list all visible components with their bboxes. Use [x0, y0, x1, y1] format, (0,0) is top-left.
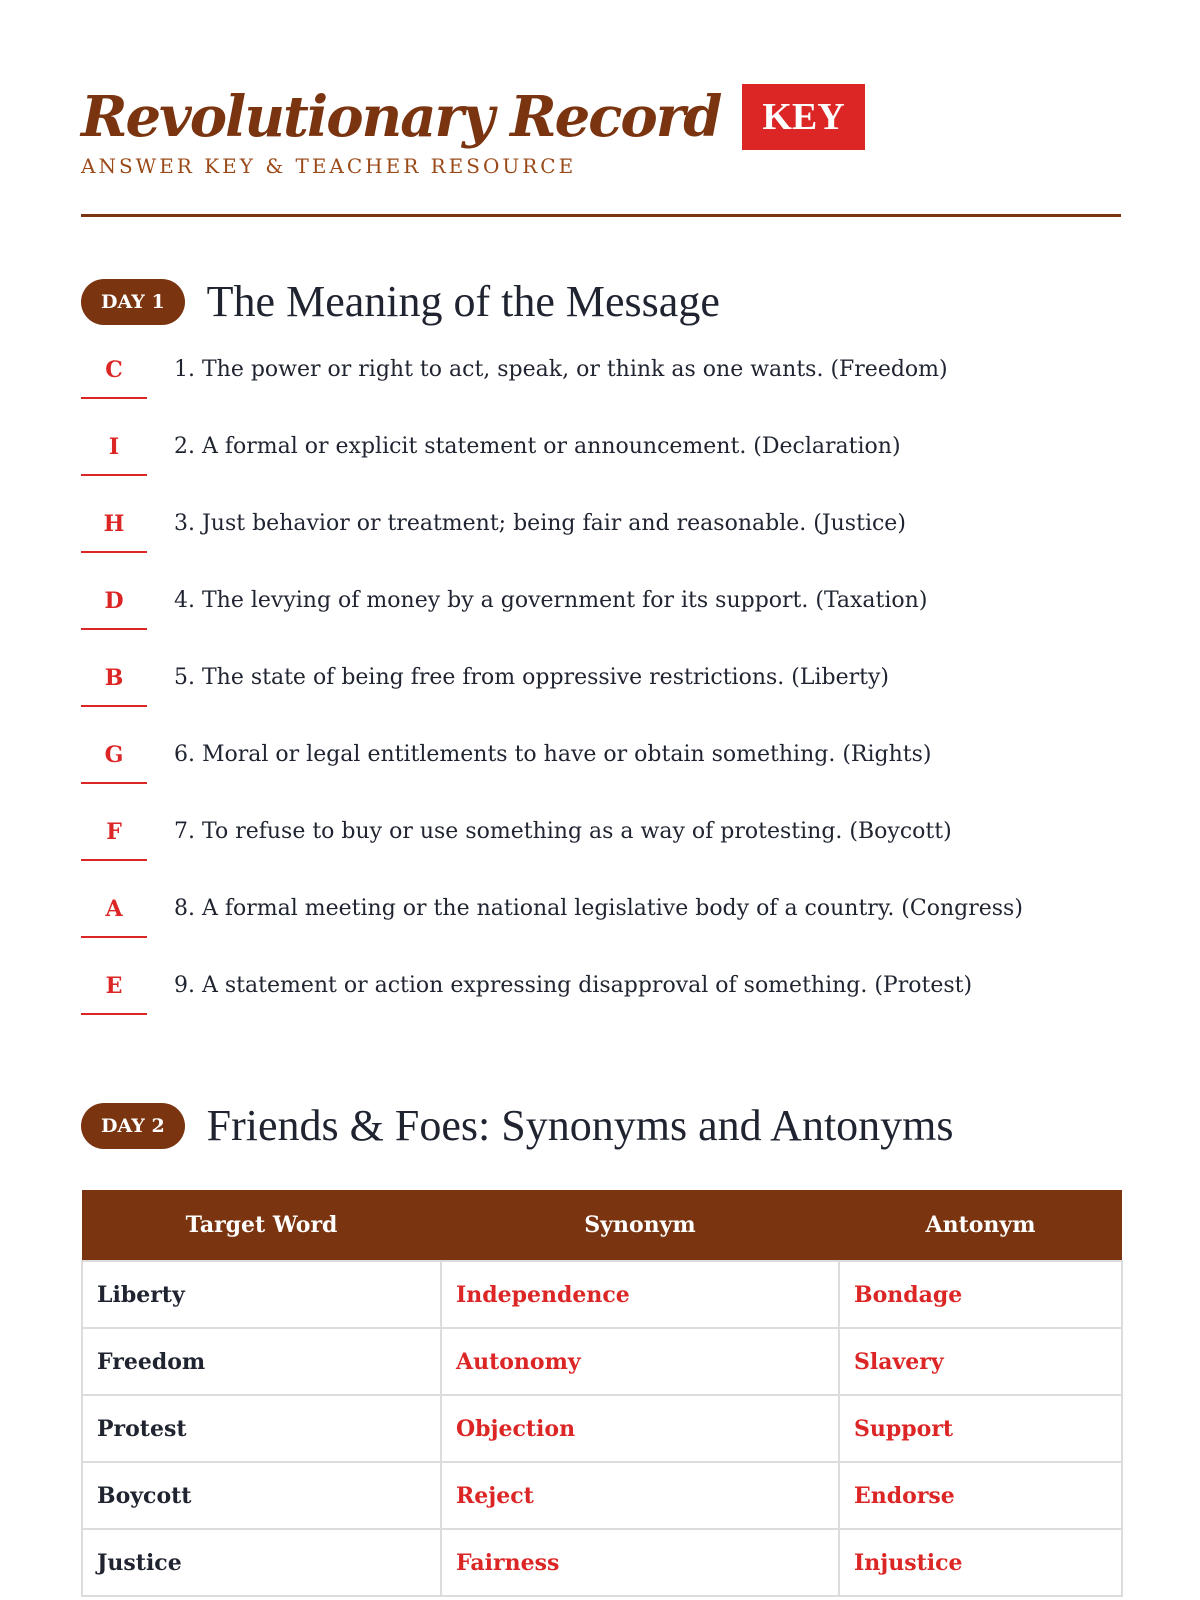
definition-item	[81, 807, 1121, 884]
target-word-cell: Liberty	[82, 1261, 441, 1328]
column-header-target-word: Target Word	[82, 1190, 441, 1261]
definition-text: 4. The levying of money by a government for its support. (Taxation)	[174, 588, 928, 613]
title-row	[81, 82, 1121, 152]
definition-text: 8. A formal meeting or the national legislative body of a country. (Congress)	[174, 896, 1023, 921]
table-row	[82, 1462, 1122, 1529]
synonym-cell: Fairness	[441, 1529, 839, 1596]
page-subtitle: ANSWER KEY & TEACHER RESOURCE	[81, 154, 577, 178]
definition-text: 2. A formal or explicit statement or announcement. (Declaration)	[174, 434, 901, 459]
synonym-antonym-table	[81, 1190, 1123, 1597]
column-header-synonym: Synonym	[441, 1190, 839, 1261]
definition-text: 5. The state of being free from oppressive restrictions. (Liberty)	[174, 665, 889, 690]
column-header-antonym: Antonym	[839, 1190, 1122, 1261]
answer-blank: I	[81, 428, 147, 476]
answer-blank: H	[81, 505, 147, 553]
day2-pill: DAY 2	[81, 1103, 185, 1149]
synonym-cell: Objection	[441, 1395, 839, 1462]
answer-blank: G	[81, 736, 147, 784]
answer-blank: F	[81, 813, 147, 861]
definition-text: 6. Moral or legal entitlements to have or obtain something. (Rights)	[174, 742, 932, 767]
target-word-cell: Protest	[82, 1395, 441, 1462]
answer-blank: D	[81, 582, 147, 630]
definition-text: 7. To refuse to buy or use something as a way of protesting. (Boycott)	[174, 819, 952, 844]
definition-item	[81, 884, 1121, 961]
antonym-cell: Slavery	[839, 1328, 1122, 1395]
answer-blank: E	[81, 967, 147, 1015]
header-divider	[81, 214, 1121, 217]
definition-text: 9. A statement or action expressing disapproval of something. (Protest)	[174, 973, 973, 998]
page-header	[81, 82, 1121, 178]
antonym-cell: Bondage	[839, 1261, 1122, 1328]
definition-list	[81, 345, 1121, 1038]
table-row	[82, 1395, 1122, 1462]
antonym-cell: Support	[839, 1395, 1122, 1462]
day1-section-header	[81, 276, 720, 327]
antonym-cell: Endorse	[839, 1462, 1122, 1529]
table-body	[82, 1261, 1122, 1596]
answer-blank: A	[81, 890, 147, 938]
definition-item	[81, 422, 1121, 499]
definition-item	[81, 961, 1121, 1038]
table-header-row	[82, 1190, 1122, 1261]
target-word-cell: Justice	[82, 1529, 441, 1596]
table-row	[82, 1328, 1122, 1395]
day1-title: The Meaning of the Message	[206, 277, 720, 326]
antonym-cell: Injustice	[839, 1529, 1122, 1596]
synonym-cell: Reject	[441, 1462, 839, 1529]
definition-text: 3. Just behavior or treatment; being fair and reasonable. (Justice)	[174, 511, 906, 536]
table-row	[82, 1529, 1122, 1596]
answer-blank: B	[81, 659, 147, 707]
table-header	[82, 1190, 1122, 1261]
definition-item	[81, 653, 1121, 730]
day1-pill: DAY 1	[81, 279, 185, 325]
day2-title: Friends & Foes: Synonyms and Antonyms	[206, 1101, 954, 1150]
table-row	[82, 1261, 1122, 1328]
definition-item	[81, 576, 1121, 653]
synonym-cell: Independence	[441, 1261, 839, 1328]
answer-blank: C	[81, 351, 147, 399]
definition-text: 1. The power or right to act, speak, or think as one wants. (Freedom)	[174, 357, 948, 382]
definition-item	[81, 499, 1121, 576]
key-badge: KEY	[742, 84, 864, 150]
target-word-cell: Boycott	[82, 1462, 441, 1529]
page-title: Revolutionary Record	[81, 84, 721, 150]
target-word-cell: Freedom	[82, 1328, 441, 1395]
definition-item	[81, 345, 1121, 422]
synonym-cell: Autonomy	[441, 1328, 839, 1395]
definition-item	[81, 730, 1121, 807]
day2-section-header	[81, 1100, 954, 1151]
